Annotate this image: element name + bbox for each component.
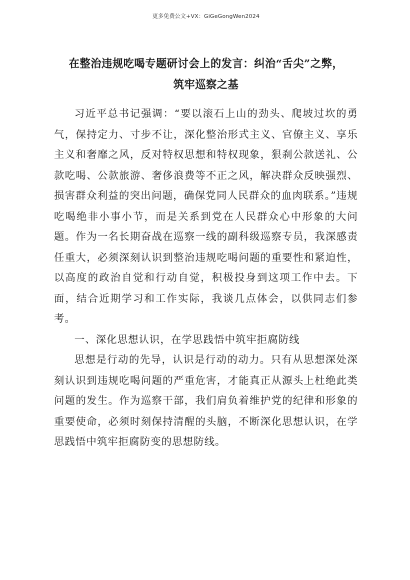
title-line-2: 筑牢巡察之基 <box>173 79 239 91</box>
title-line-1: 在整治违规吃喝专题研讨会上的发言：纠治“舌尖”之弊， <box>68 58 344 70</box>
document-body <box>54 105 358 454</box>
section-1-paragraph: 思想是行动的先导，认识是行动的动力。只有从思想深处深刻认识到违规吃喝问题的严重危害，才能真正从源头上杜绝此类问题的发生。作为巡察干部，我们肩负着维护党的纪律和形象的重要使命，必须时刻保持清醒的头脑，不断深化思想认识，在学思践悟中筑牢拒腐防变的思想防线。 <box>54 355 358 448</box>
section-1-heading: 一、深化思想认识，在学思践悟中筑牢拒腐防线 <box>74 334 300 346</box>
document-title <box>54 54 358 96</box>
intro-paragraph: 习近平总书记强调：“要以滚石上山的劲头、爬坡过坎的勇气，保持定力、寸步不让，深化整治形式主义、官僚主义、享乐主义和奢靡之风，反对特权思想和特权现象，狠刹公款送礼、公款吃喝、公款旅游、奢侈浪费等不正之风，解决群众反映强烈、损害群众利益的突出问题，确保党同人民群众的血肉联系。”违规吃喝绝非小事小节，而是关系到党在人民群众心中形象的大问题。作为一名长期奋战在巡察一线的副科级巡察专员，我深感责任重大，必须深刻认识到整治违规吃喝问题的重要性和紧迫性，以高度的政治自觉和行动自觉，积极投身到这项工作中去。下面，结合近期学习和工作实际，我谈几点体会，以供同志们参考。 <box>54 109 358 325</box>
watermark-header: 更多免费公文+VX：GiGeGongWen2024 <box>152 14 260 20</box>
